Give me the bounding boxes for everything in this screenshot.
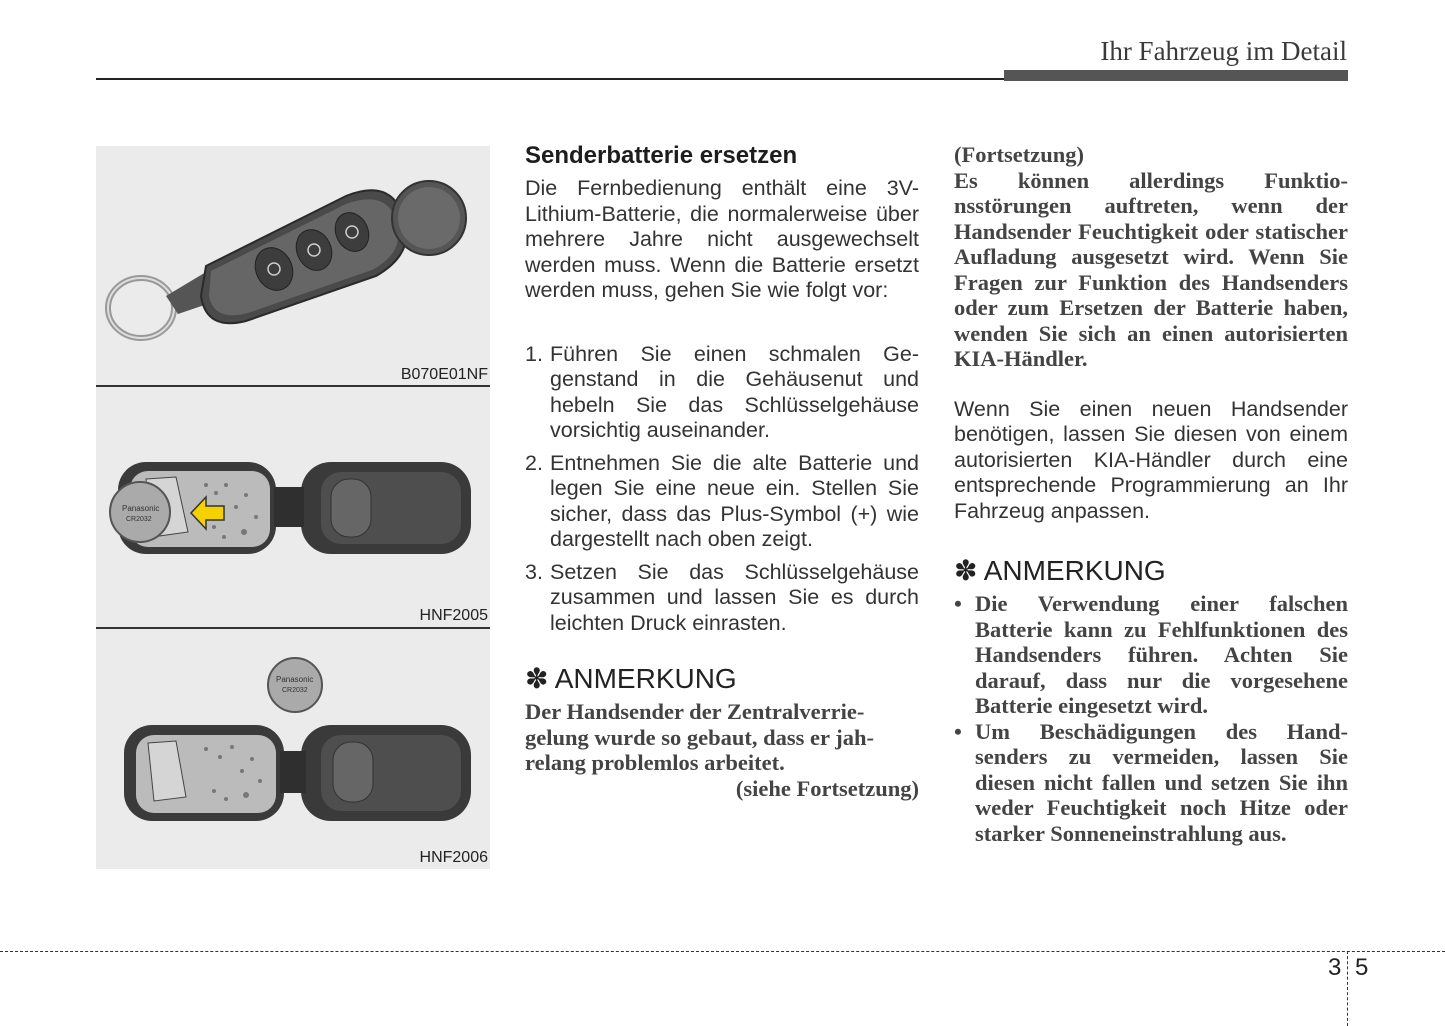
intro-paragraph: Die Fernbedienung enthält eine 3V-Lithium-Batterie, die normalerweise über mehrere Jahre nicht ausgewechselt werden muss. Wenn die Batterie ersetzt werden muss, gehen Sie wie folgt vor: xyxy=(525,176,919,302)
page-number: 5 xyxy=(1355,954,1369,981)
continuation-paragraph: Es können allerdings Funktio- nsstörungen auftreten, wenn der Handsender Feuchtigkeit oder statischer Aufladung ausgesetzt wird. Wenn Sie Fragen zur Funktion des Handsenders oder zum Ersetzen der Batterie haben, wenden Sie sich an einen autorisierten KIA-Händler. xyxy=(954,167,1348,371)
section-heading: Senderbatterie ersetzen xyxy=(525,142,798,169)
figure-case-battery xyxy=(96,629,490,869)
list-item: • Die Verwendung einer falschen Batterie kann zu Fehlfunktionen des Handsenders führen. Achten Sie darauf, dass nur die vorgesehene Batterie eingesetzt wird. xyxy=(954,591,1348,718)
open-case-illustration xyxy=(96,387,490,627)
note-text: Der Handsender der Zentralverrie- gelung wurde so gebaut, dass er jah- relang problemlos arbeitet. (siehe Fortsetzung) xyxy=(525,699,919,801)
case-battery-illustration xyxy=(96,629,490,869)
step-item: 3. Setzen Sie das Schlüsselgehäuse zusammen und lassen Sie es durch leichten Druck einrasten. xyxy=(525,559,919,635)
new-sender-paragraph: Wenn Sie einen neuen Handsender benötigen, lassen Sie diesen von einem autorisierten KIA-Händler durch eine entsprechende Programmierung an Ihr Fahrzeug anpassen. xyxy=(954,396,1348,523)
figure-caption: HNF2005 xyxy=(419,607,488,624)
header-bar xyxy=(1004,70,1348,81)
header-rule xyxy=(96,78,1004,80)
key-fob-illustration xyxy=(96,146,490,386)
battery-brand-label: Panasonic xyxy=(276,675,314,684)
note-heading: ✽ ANMERKUNG xyxy=(525,663,737,694)
steps-list xyxy=(525,342,919,637)
footer-divider xyxy=(1347,951,1348,1026)
middle-column xyxy=(525,142,919,801)
continued-label: (siehe Fortsetzung) xyxy=(735,775,919,801)
list-item: • Um Beschädigungen des Hand-senders zu vermeiden, lassen Sie diesen nicht fallen und setzen Sie ihn weder Feuchtigkeit noch Hitze oder starker Sonneneinstrahlung aus. xyxy=(954,718,1348,846)
figure-caption: HNF2006 xyxy=(419,849,488,866)
battery-brand-label: Panasonic xyxy=(122,504,160,513)
battery-model-label: CR2032 xyxy=(282,687,308,694)
note-bullets xyxy=(954,591,1348,846)
right-column xyxy=(954,142,1348,846)
figure-caption: B070E01NF xyxy=(400,366,488,383)
running-header-title: Ihr Fahrzeug im Detail xyxy=(1100,36,1347,66)
figure-key-fob xyxy=(96,146,490,386)
note-heading: ✽ ANMERKUNG xyxy=(954,555,1166,586)
continuation-label: (Fortsetzung) xyxy=(954,142,1084,167)
chapter-number: 3 xyxy=(1328,954,1342,981)
footer-rule xyxy=(0,951,1445,952)
step-item: 2. Entnehmen Sie die alte Batterie und legen Sie eine neue ein. Stellen Sie sicher, dass das Plus-Symbol (+) wie dargestellt nach oben zeigt. xyxy=(525,450,919,551)
battery-model-label: CR2032 xyxy=(126,516,152,523)
figure-open-case-arrow xyxy=(96,387,490,627)
step-item: 1. Führen Sie einen schmalen Ge- genstand in die Gehäusenut und hebeln Sie das Schlüsselgehäuse vorsichtig auseinander. xyxy=(525,341,919,442)
